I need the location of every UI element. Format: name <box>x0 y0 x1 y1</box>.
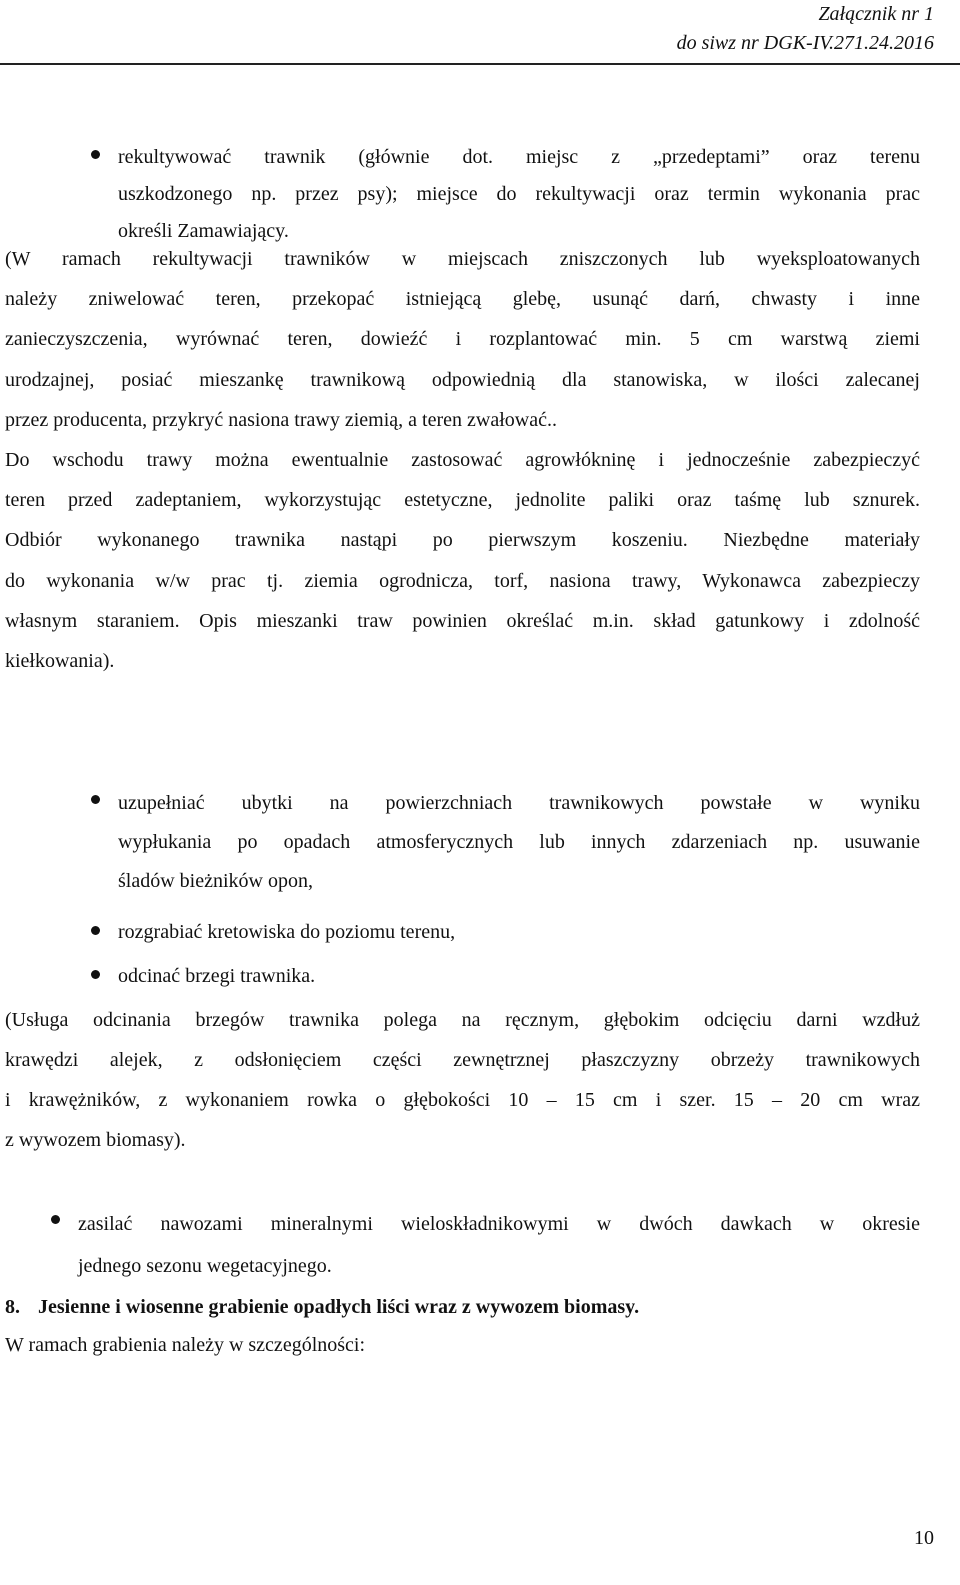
bullet-item-kretowiska <box>118 914 455 951</box>
bullet-item-rekultywacja <box>118 139 920 250</box>
bullet-item-nawozy <box>78 1203 920 1287</box>
text-line: rozgrabiać kretowiska do poziomu terenu, <box>118 921 456 943</box>
text-line: (W ramach rekultywacji trawników w miejscach zniszczonych lub wyeksploatowanych <box>5 248 920 270</box>
page-number: 10 <box>914 1527 934 1549</box>
text-line: należy zniwelować teren, przekopać istniejącą glebę, usunąć darń, chwasty i inne <box>5 288 920 311</box>
text-line: teren przed zadeptaniem, wykorzystując estetyczne, jednolite paliki oraz taśmę lub sznurek. <box>5 489 920 512</box>
bullet-item-uzupelnianie <box>118 784 920 901</box>
text-line: do wykonania w/w prac tj. ziemia ogrodnicza, torf, nasiona trawy, Wykonawca zabezpieczy <box>5 569 920 592</box>
section-heading <box>5 1292 639 1322</box>
bullet-dot <box>91 150 100 159</box>
header <box>677 0 934 58</box>
text-line: śladów bieżników opon, <box>118 870 313 892</box>
text-line: zanieczyszczenia, wyrównać teren, dowieźć i rozplantować min. 5 cm warstwą ziemi <box>5 328 920 351</box>
text-line: kiełkowania). <box>5 650 115 673</box>
text-line: krawędzi alejek, z odsłonięciem części zewnętrznej płaszczyzny obrzeży trawnikowych <box>5 1049 920 1071</box>
bullet-dot <box>51 1215 60 1224</box>
bullet-item-brzegi <box>118 958 315 995</box>
bullet-dot <box>91 970 100 979</box>
header-annex: Załącznik nr 1 <box>818 3 934 25</box>
section-title: Jesienne i wiosenne grabienie opadłych liści wraz z wywozem biomasy. <box>38 1296 640 1318</box>
text-line: własnym staraniem. Opis mieszanki traw powinien określać m.in. skład gatunkowy i zdolność <box>5 609 920 632</box>
text-line: przez producenta, przykryć nasiona trawy ziemią, a teren zwałować.. <box>5 408 557 431</box>
bullet-dot <box>91 926 100 935</box>
text-line: wypłukania po opadach atmosferycznych lub innych zdarzeniach np. usuwanie <box>118 831 920 853</box>
text-line: zasilać nawozami mineralnymi wieloskładnikowymi w dwóch dawkach w okresie <box>78 1213 920 1235</box>
text-line: odcinać brzegi trawnika. <box>118 965 316 987</box>
text-line: Do wschodu trawy można ewentualnie zastosować agrowłókninę i jednocześnie zabezpieczyć <box>5 449 920 472</box>
text-line: jednego sezonu wegetacyjnego. <box>78 1255 332 1277</box>
paragraph-odcinanie-details <box>5 1000 920 1160</box>
text-line: uszkodzonego np. przez psy); miejsce do rekultywacji oraz termin wykonania prac <box>118 183 920 205</box>
text-line: urodzajnej, posiać mieszankę trawnikową odpowiednią dla stanowiska, w ilości zalecanej <box>5 368 920 391</box>
text-line: określi Zamawiający. <box>118 220 289 242</box>
header-divider <box>0 63 960 65</box>
text-line: i krawężników, z wykonaniem rowka o głębokości 10 – 15 cm i szer. 15 – 20 cm wraz <box>5 1089 920 1111</box>
text-line: z wywozem biomasy). <box>5 1129 186 1151</box>
header-reference: do siwz nr DGK-IV.271.24.2016 <box>676 32 934 54</box>
section-number: 8. <box>5 1296 20 1318</box>
text-line: (Usługa odcinania brzegów trawnika polega na ręcznym, głębokim odcięciu darni wzdłuż <box>5 1009 920 1031</box>
text-line: uzupełniać ubytki na powierzchniach trawnikowych powstałe w wyniku <box>118 792 920 814</box>
text-line: W ramach grabienia należy w szczególności: <box>5 1334 366 1356</box>
section-intro <box>5 1330 365 1360</box>
text-line: rekultywować trawnik (głównie dot. miejsc z „przedeptami” oraz terenu <box>118 146 920 168</box>
paragraph-rekultywacja-details <box>5 239 920 681</box>
bullet-dot <box>91 795 100 804</box>
text-line: Odbiór wykonanego trawnika nastąpi po pierwszym koszeniu. Niezbędne materiały <box>5 529 920 552</box>
